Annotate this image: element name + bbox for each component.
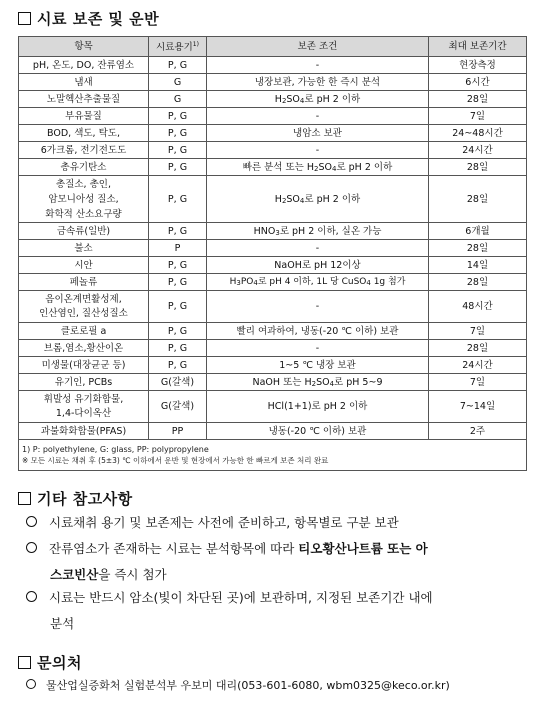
table-row: 불소 P - 28일 — [19, 240, 527, 257]
circle-bullet-icon — [26, 542, 37, 553]
section-title-contact: 문의처 — [18, 652, 82, 673]
checkbox-square-icon — [18, 656, 31, 669]
table-row: 브롬,염소,황산이온 P, G - 28일 — [19, 340, 527, 357]
checkbox-square-icon — [18, 12, 31, 25]
table-row: 냄새 G 냉장보관, 가능한 한 즉시 분석 6시간 — [19, 74, 527, 91]
table-row: 음이온계면활성제, 인산염인, 질산성질소 P, G - 48시간 — [19, 291, 527, 323]
table-row: 과불화화합물(PFAS) PP 냉동(-20 ℃ 이하) 보관 2주 — [19, 423, 527, 440]
table-row: BOD, 색도, 탁도, P, G 냉암소 보관 24~48시간 — [19, 125, 527, 142]
header-item: 항목 — [19, 37, 149, 57]
table-row: 클로로필 a P, G 빨리 여과하여, 냉동(-20 ℃ 이하) 보관 7일 — [19, 323, 527, 340]
contact-line: 물산업실증화처 실험분석부 우보미 대리(053-601-6080, wbm0325@keco.or.kr) — [26, 677, 450, 693]
header-container: 시료용기$^{1)}$ — [149, 37, 207, 57]
table-row: pH, 온도, DO, 잔류염소 P, G - 현장측정 — [19, 57, 527, 74]
checkbox-square-icon — [18, 492, 31, 505]
header-condition: 보존 조건 — [207, 37, 429, 57]
table-header-row — [19, 37, 527, 57]
circle-bullet-icon — [26, 516, 37, 527]
circle-bullet-icon — [26, 591, 37, 602]
footnote-2: ※ 모든 시료는 채취 후 (5±3) ℃ 이하에서 운반 및 현장에서 가능한 한 빠르게 보존 처리 완료 — [22, 456, 329, 465]
note-bullet-1: 시료채취 용기 및 보존제는 사전에 준비하고, 항목별로 구분 보관 — [26, 510, 531, 536]
table-row: 유기인, PCBs G(갈색) NaOH 또는 $H_2SO_4$로 pH 5~9 7일 — [19, 374, 527, 391]
table-row: 시안 P, G NaOH로 pH 12이상 14일 — [19, 257, 527, 274]
table-row: 노말헥산추출물질 G $H_2SO_4$로 pH 2 이하 28일 — [19, 91, 527, 108]
table-row: 총질소, 총인, 암모니아성 질소, 화학적 산소요구량 P, G $H_2SO_4$로 pH 2 이하 28일 — [19, 176, 527, 223]
table-row: 휘발성 유기화합물, 1,4-다이옥산 G(갈색) HCl(1+1)로 pH 2 이하 7~14일 — [19, 391, 527, 423]
table-row: 미생물(대장균군 등) P, G 1~5 ℃ 냉장 보관 24시간 — [19, 357, 527, 374]
table-footnote-row — [19, 440, 527, 471]
storage-table — [18, 36, 527, 471]
section-title-storage: 시료 보존 및 운반 — [18, 8, 159, 29]
table-row: 총유기탄소 P, G 빠른 분석 또는 $H_2SO_4$로 pH 2 이하 28일 — [19, 159, 527, 176]
table-row: 금속류(일반) P, G $HNO_3$로 pH 2 이하, 실온 가능 6개월 — [19, 223, 527, 240]
table-row: 페놀류 P, G $H_3PO_4$로 pH 4 이하, 1L 당 CuSO$_4$ 1g 첨가 28일 — [19, 274, 527, 291]
footnote-1: 1) P: polyethylene, G: glass, PP: polypropylene — [22, 445, 209, 454]
circle-bullet-icon — [26, 679, 36, 689]
section-title-notes: 기타 참고사항 — [18, 488, 133, 509]
table-row: 부유물질 P, G - 7일 — [19, 108, 527, 125]
note-bullet-2: 잔류염소가 존재하는 시료는 분석항목에 따라 티오황산나트륨 또는 아 스코빈산을 즉시 첨가 — [26, 536, 531, 588]
header-period: 최대 보존기간 — [429, 37, 527, 57]
note-bullet-3: 시료는 반드시 암소(빛이 차단된 곳)에 보관하며, 지정된 보존기간 내에 분석 — [26, 585, 531, 637]
table-row: 6가크롬, 전기전도도 P, G - 24시간 — [19, 142, 527, 159]
